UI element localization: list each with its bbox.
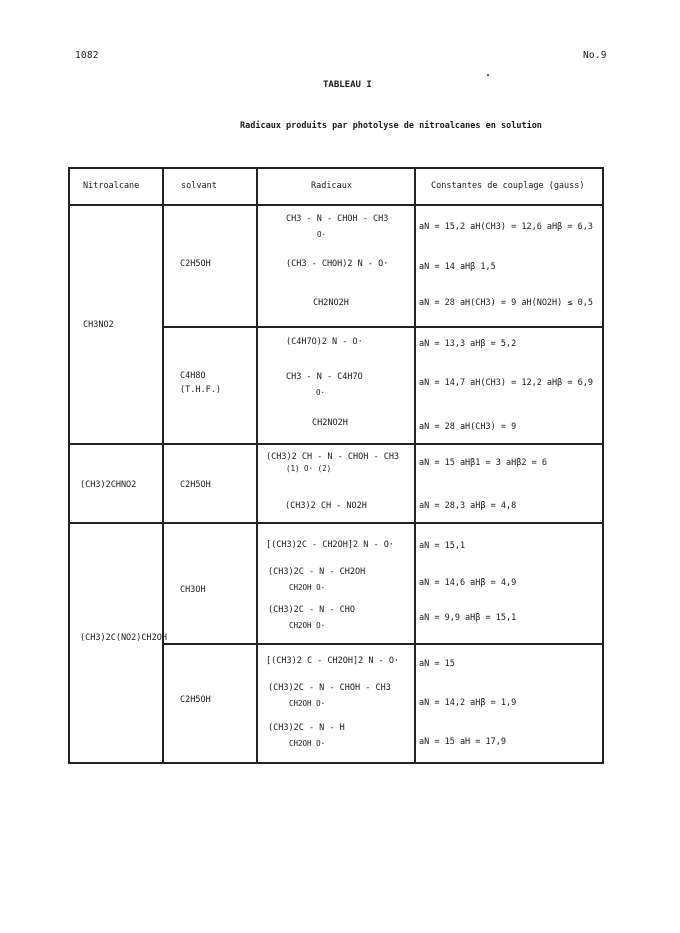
table-top-border <box>68 167 603 169</box>
radical-cell: (CH3)2C - N - CH2OH <box>268 567 366 577</box>
group-divider <box>68 522 603 524</box>
header-bottom-border <box>68 204 603 206</box>
constants-cell: aN = 15 <box>419 659 455 669</box>
constants-cell: aN = 14,7 aH(CH3) = 12,2 aHβ = 6,9 <box>419 378 593 388</box>
constants-cell: aN = 15,1 <box>419 541 466 551</box>
constants-cell: aN = 15,2 aH(CH3) = 12,6 aHβ = 6,3 <box>419 222 593 232</box>
radical-cell: (CH3)2 CH - NO2H <box>285 501 367 511</box>
radical-sub: (1) O· (2) <box>286 464 332 473</box>
solvant-cell: C4H8O <box>180 371 206 381</box>
row-divider <box>162 326 603 328</box>
constants-cell: aN = 28 aH(CH3) = 9 <box>419 422 517 432</box>
row-divider <box>162 643 603 645</box>
radical-sub: O· <box>316 388 326 397</box>
radical-cell: CH3 - N - CHOH - CH3 <box>286 214 389 224</box>
radical-sub: CH2OH O· <box>289 699 326 708</box>
constants-cell: aN = 14,6 aHβ = 4,9 <box>419 578 517 588</box>
radical-cell: CH2NO2H <box>313 298 349 308</box>
header-radicaux: Radicaux <box>311 181 352 191</box>
radical-sub: CH2OH O· <box>289 583 326 592</box>
constants-cell: aN = 13,3 aHβ = 5,2 <box>419 339 517 349</box>
constants-cell: aN = 15 aH = 17,9 <box>419 737 506 747</box>
nitroalcane-cell: (CH3)2C(NO2)CH2OH <box>80 633 167 643</box>
radical-cell: [(CH3)2C - CH2OH]2 N - O· <box>266 540 394 550</box>
radical-sub: CH2OH O· <box>289 739 326 748</box>
radical-cell: (CH3)2 CH - N - CHOH - CH3 <box>266 452 400 462</box>
nitroalcane-cell: CH3NO2 <box>83 320 114 330</box>
page-number: 1082 <box>75 50 99 61</box>
solvant-cell: C2H5OH <box>180 480 211 490</box>
constants-cell: aN = 9,9 aHβ = 15,1 <box>419 613 517 623</box>
radical-cell: (CH3)2C - N - H <box>268 723 345 733</box>
radical-sub: CH2OH O· <box>289 621 326 630</box>
radical-cell: (CH3 - CHOH)2 N - O· <box>286 259 389 269</box>
constants-cell: aN = 15 aHβ1 = 3 aHβ2 = 6 <box>419 458 547 468</box>
constants-cell: aN = 28 aH(CH3) = 9 aH(NO2H) ≤ 0,5 <box>419 298 593 308</box>
nitroalcane-cell: (CH3)2CHNO2 <box>80 480 137 490</box>
radical-cell: (CH3)2C - N - CHO <box>268 605 355 615</box>
group-divider <box>68 443 603 445</box>
col-border <box>602 167 604 764</box>
radical-cell: CH3 - N - C4H7O <box>286 372 363 382</box>
table-bottom-border <box>68 762 603 764</box>
col-border <box>414 167 416 764</box>
speck <box>487 74 489 76</box>
col-border <box>68 167 70 764</box>
constants-cell: aN = 14 aHβ 1,5 <box>419 262 496 272</box>
radical-cell: (CH3)2C - N - CHOH - CH3 <box>268 683 391 693</box>
solvant-note: (T.H.F.) <box>180 385 221 395</box>
solvant-cell: C2H5OH <box>180 695 211 705</box>
radical-sub: O· <box>317 230 327 239</box>
col-border <box>162 167 164 764</box>
radical-cell: CH2NO2H <box>312 418 348 428</box>
solvant-cell: C2H5OH <box>180 259 211 269</box>
constants-cell: aN = 14,2 aHβ = 1,9 <box>419 698 517 708</box>
solvant-cell: CH3OH <box>180 585 206 595</box>
col-border <box>256 167 258 764</box>
table-subtitle: Radicaux produits par photolyse de nitroalcanes en solution <box>240 121 542 131</box>
radical-cell: (C4H7O)2 N - O· <box>286 337 363 347</box>
header-solvant: solvant <box>181 181 217 191</box>
radical-cell: [(CH3)2 C - CH2OH]2 N - O· <box>266 656 400 666</box>
header-constantes: Constantes de couplage (gauss) <box>431 181 585 191</box>
table-title: TABLEAU I <box>323 80 372 90</box>
issue-number: No.9 <box>583 50 607 61</box>
header-nitroalcane: Nitroalcane <box>83 181 140 191</box>
constants-cell: aN = 28,3 aHβ = 4,8 <box>419 501 517 511</box>
